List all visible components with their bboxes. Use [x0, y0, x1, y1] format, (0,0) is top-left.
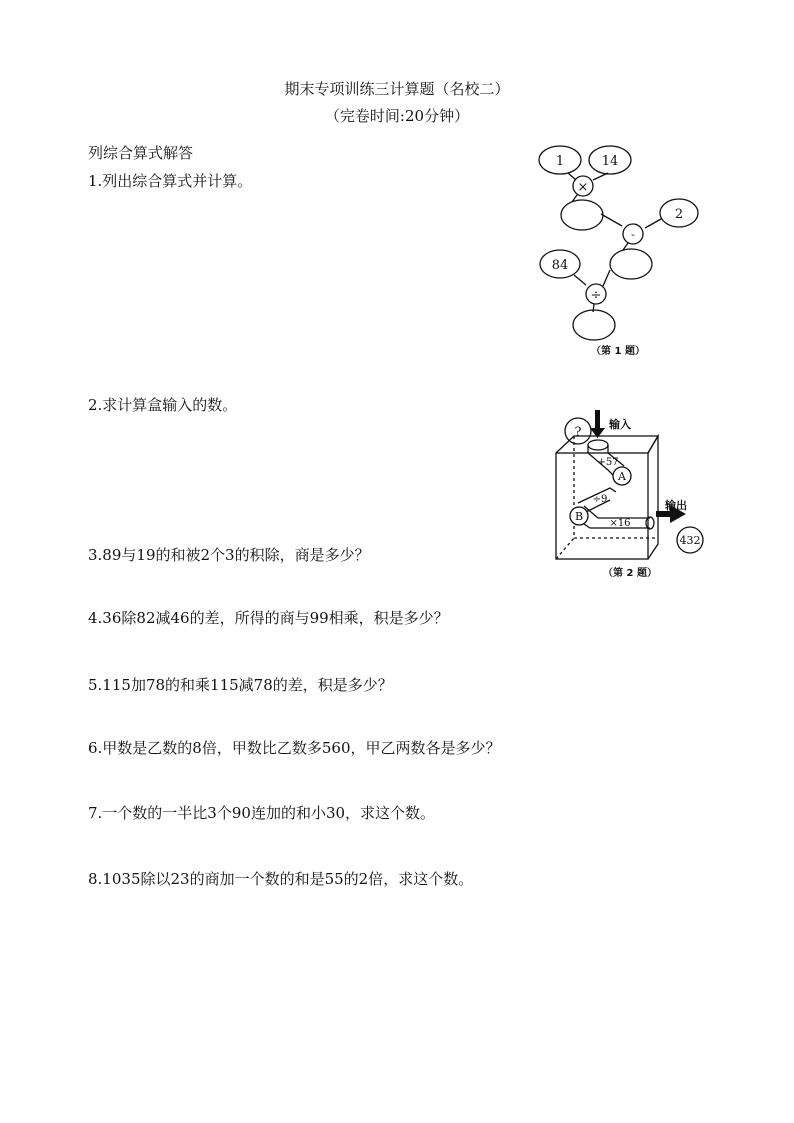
step-2-label: ÷9: [592, 494, 608, 505]
result-2-ellipse: [610, 249, 652, 279]
time-limit: （完卷时间:20分钟）: [324, 107, 470, 125]
question-2: 2.求计算盒输入的数。: [88, 396, 238, 414]
question-8: 8.1035除以23的商加一个数的和是55的2倍，求这个数。: [88, 870, 474, 888]
figure-2-caption: （第 2 题）: [603, 568, 657, 579]
figure-1-operation-tree: [530, 140, 720, 365]
question-5: 5.115加78的和乘115减78的差，积是多少？: [88, 676, 393, 694]
input-a-label: 1: [555, 154, 565, 169]
figure-1-caption: （第 1 题）: [591, 346, 645, 357]
input-d-label: 84: [551, 258, 569, 273]
result-3-ellipse: [573, 310, 615, 340]
section-heading: 列综合算式解答: [88, 144, 194, 162]
question-3: 3.89与19的和被2个3的积除，商是多少？: [88, 546, 370, 564]
result-1-ellipse: [561, 200, 603, 230]
input-c-label: 2: [674, 207, 684, 222]
page-title: 期末专项训练三计算题（名校二）: [284, 80, 510, 98]
question-7: 7.一个数的一半比3个90连加的和小30，求这个数。: [88, 804, 436, 822]
question-1: 1.列出综合算式并计算。: [88, 172, 253, 190]
output-value: 432: [679, 534, 701, 547]
node-b-label: B: [574, 510, 584, 523]
minus-operator: -: [631, 228, 635, 241]
step-3-label: ×16: [609, 518, 631, 529]
input-b-label: 14: [601, 154, 619, 169]
divide-operator: ÷: [590, 288, 602, 303]
step-1-label: +57: [597, 457, 619, 468]
figure-2-calculation-box: [550, 408, 710, 588]
unknown-input-label: ?: [574, 425, 582, 440]
input-label: 输入: [609, 418, 631, 431]
question-6: 6.甲数是乙数的8倍，甲数比乙数多560，甲乙两数各是多少？: [88, 739, 501, 757]
multiply-operator: ×: [577, 180, 589, 195]
node-a-label: A: [618, 470, 626, 483]
question-4: 4.36除82减46的差，所得的商与99相乘，积是多少？: [88, 609, 449, 627]
output-label: 输出: [665, 499, 687, 512]
